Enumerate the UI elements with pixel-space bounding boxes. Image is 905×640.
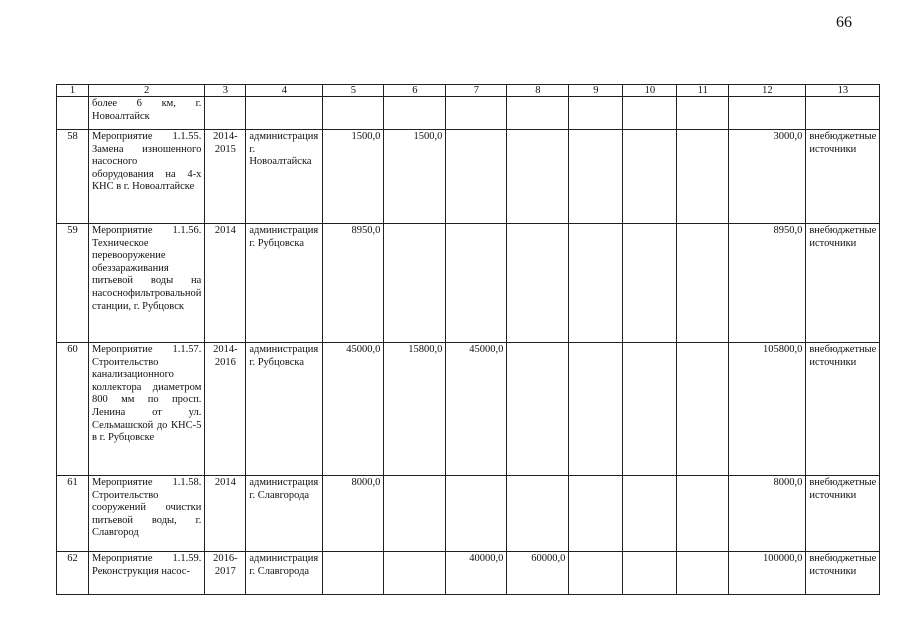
total-value: 8000,0 xyxy=(729,476,806,552)
column-number: 2 xyxy=(89,85,205,97)
value-col5 xyxy=(323,552,384,595)
value-col5 xyxy=(323,97,384,130)
column-number: 9 xyxy=(569,85,623,97)
executor xyxy=(246,97,323,130)
total-value: 3000,0 xyxy=(729,130,806,224)
value-col11 xyxy=(677,476,729,552)
measures-table xyxy=(56,84,880,595)
executor: администрация г. Новоалтайска xyxy=(246,130,323,224)
table-row xyxy=(57,97,880,130)
value-col7: 40000,0 xyxy=(446,552,507,595)
value-col8: 60000,0 xyxy=(507,552,569,595)
page-number: 66 xyxy=(836,14,852,31)
executor: администрация г. Рубцовска xyxy=(246,224,323,343)
column-number: 6 xyxy=(384,85,446,97)
value-col10 xyxy=(623,476,677,552)
value-col10 xyxy=(623,97,677,130)
row-number xyxy=(57,97,89,130)
funding-source: внебюджетные источники xyxy=(806,552,880,595)
total-value: 100000,0 xyxy=(729,552,806,595)
years: 2014-2016 xyxy=(205,343,246,476)
value-col5: 8000,0 xyxy=(323,476,384,552)
value-col9 xyxy=(569,552,623,595)
total-value: 105800,0 xyxy=(729,343,806,476)
executor: администрация г. Рубцовска xyxy=(246,343,323,476)
row-number: 60 xyxy=(57,343,89,476)
measure-description: Мероприятие 1.1.55. Замена изношенного насосного оборудования на 4-х КНС в г. Новоалтайске xyxy=(89,130,205,224)
value-col9 xyxy=(569,343,623,476)
column-number: 7 xyxy=(446,85,507,97)
value-col5: 45000,0 xyxy=(323,343,384,476)
value-col9 xyxy=(569,97,623,130)
value-col5: 8950,0 xyxy=(323,224,384,343)
column-number: 10 xyxy=(623,85,677,97)
value-col6 xyxy=(384,224,446,343)
value-col10 xyxy=(623,130,677,224)
total-value: 8950,0 xyxy=(729,224,806,343)
value-col6: 15800,0 xyxy=(384,343,446,476)
value-col6 xyxy=(384,552,446,595)
total-value xyxy=(729,97,806,130)
value-col10 xyxy=(623,343,677,476)
value-col6: 1500,0 xyxy=(384,130,446,224)
years: 2014 xyxy=(205,476,246,552)
value-col11 xyxy=(677,224,729,343)
value-col7 xyxy=(446,476,507,552)
column-number: 8 xyxy=(507,85,569,97)
value-col8 xyxy=(507,224,569,343)
measure-description: Мероприятие 1.1.57. Строительство канализационного коллектора диаметром 800 мм по просп. Ленина от ул. Сельмашской до КНС-5 в г. Рубцовске xyxy=(89,343,205,476)
row-number: 58 xyxy=(57,130,89,224)
table-row xyxy=(57,130,880,224)
table-row xyxy=(57,552,880,595)
row-number: 59 xyxy=(57,224,89,343)
funding-source: внебюджетные источники xyxy=(806,476,880,552)
column-number: 11 xyxy=(677,85,729,97)
executor: администрация г. Славгорода xyxy=(246,476,323,552)
executor: администрация г. Славгорода xyxy=(246,552,323,595)
table-row xyxy=(57,343,880,476)
column-number-row xyxy=(57,85,880,97)
measure-description: Мероприятие 1.1.56. Техническое перевооружение обеззараживания питьевой воды на насоснофильтровальной станции, г. Рубцовск xyxy=(89,224,205,343)
value-col9 xyxy=(569,130,623,224)
funding-source: внебюджетные источники xyxy=(806,130,880,224)
value-col7 xyxy=(446,224,507,343)
value-col7 xyxy=(446,97,507,130)
value-col9 xyxy=(569,476,623,552)
measure-description: Мероприятие 1.1.58. Строительство сооружений очистки питьевой воды, г. Славгород xyxy=(89,476,205,552)
value-col9 xyxy=(569,224,623,343)
column-number: 13 xyxy=(806,85,880,97)
column-number: 1 xyxy=(57,85,89,97)
column-number: 5 xyxy=(323,85,384,97)
value-col8 xyxy=(507,343,569,476)
value-col7 xyxy=(446,130,507,224)
measure-description: более 6 км, г. Новоалтайск xyxy=(89,97,205,130)
table-row xyxy=(57,224,880,343)
column-number: 4 xyxy=(246,85,323,97)
value-col7: 45000,0 xyxy=(446,343,507,476)
measure-description: Мероприятие 1.1.59. Реконструкция насос- xyxy=(89,552,205,595)
value-col10 xyxy=(623,224,677,343)
value-col11 xyxy=(677,552,729,595)
funding-source: внебюджетные источники xyxy=(806,224,880,343)
value-col5: 1500,0 xyxy=(323,130,384,224)
years: 2014 xyxy=(205,224,246,343)
funding-source xyxy=(806,97,880,130)
value-col6 xyxy=(384,476,446,552)
funding-source: внебюджетные источники xyxy=(806,343,880,476)
years: 2016-2017 xyxy=(205,552,246,595)
value-col8 xyxy=(507,476,569,552)
years: 2014-2015 xyxy=(205,130,246,224)
value-col10 xyxy=(623,552,677,595)
years xyxy=(205,97,246,130)
value-col8 xyxy=(507,97,569,130)
table-row xyxy=(57,476,880,552)
value-col11 xyxy=(677,97,729,130)
column-number: 3 xyxy=(205,85,246,97)
row-number: 61 xyxy=(57,476,89,552)
value-col8 xyxy=(507,130,569,224)
row-number: 62 xyxy=(57,552,89,595)
value-col6 xyxy=(384,97,446,130)
column-number: 12 xyxy=(729,85,806,97)
value-col11 xyxy=(677,130,729,224)
value-col11 xyxy=(677,343,729,476)
